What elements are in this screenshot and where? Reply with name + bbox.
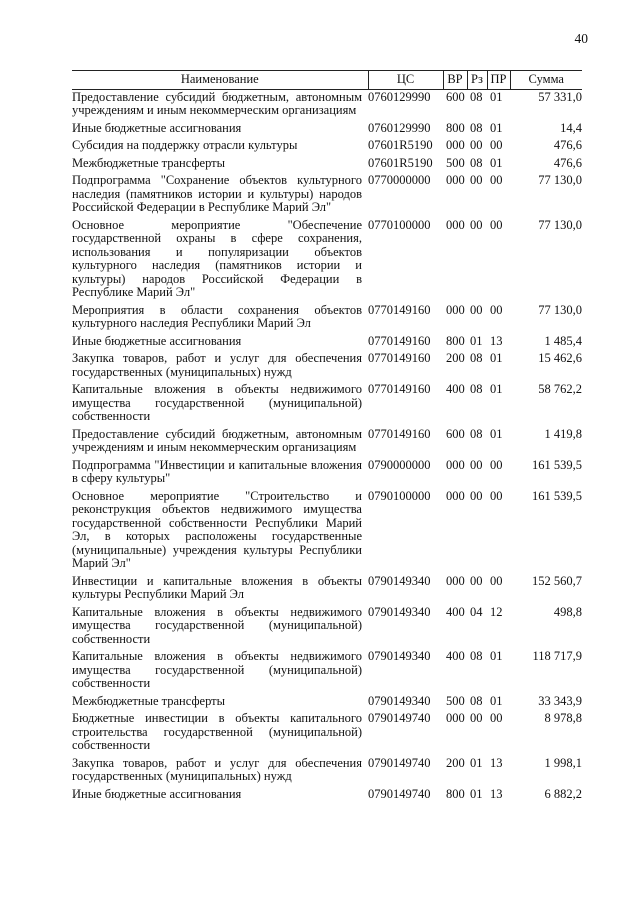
cell-cs: 0770149160 <box>368 351 431 365</box>
cell-rz: 08 <box>470 693 483 708</box>
cell-rz: 00 <box>470 711 483 725</box>
cell-cs: 0790149740 <box>368 711 431 725</box>
cell-pr: 00 <box>490 457 503 472</box>
cell-rz: 00 <box>470 488 483 503</box>
cell-sum: 1 485,4 <box>544 333 582 348</box>
table-row <box>72 215 582 300</box>
table-header <box>72 71 582 90</box>
cell-cs: 0770000000 <box>368 173 431 187</box>
cell-vr: 000 <box>446 217 465 232</box>
cell-vr: 200 <box>446 755 465 770</box>
cell-cs: 0790000000 <box>368 457 431 472</box>
cell-name: Основное мероприятие "Обеспечение государственной охраны в сфере сохранения, использования и популяризации объектов культурного наследия (памятников истории и культуры) народов Российской Федерации в Республике Марий Эл" <box>72 217 362 299</box>
cell-pr: 13 <box>490 786 503 801</box>
cell-pr: 00 <box>490 711 503 725</box>
cell-name: Иные бюджетные ассигнования <box>72 333 242 348</box>
cell-vr: 800 <box>446 120 465 135</box>
table-row <box>72 170 582 215</box>
cell-rz: 00 <box>470 457 483 472</box>
header-vr: ВР <box>443 71 467 90</box>
cell-rz: 01 <box>470 333 483 348</box>
cell-pr: 00 <box>490 573 503 588</box>
table-row <box>72 708 582 753</box>
cell-pr: 00 <box>490 217 503 232</box>
cell-name: Межбюджетные трансферты <box>72 155 226 170</box>
cell-cs: 0770149160 <box>368 382 431 396</box>
cell-cs: 0760129990 <box>368 120 431 135</box>
cell-sum: 77 130,0 <box>538 302 582 317</box>
header-rz: Рз <box>467 71 487 90</box>
cell-pr: 01 <box>490 120 503 135</box>
header-pr: ПР <box>487 71 510 90</box>
cell-name: Капитальные вложения в объекты недвижимого имущества государственной (муниципальной) собственности <box>72 382 362 423</box>
cell-rz: 00 <box>470 217 483 232</box>
cell-rz: 08 <box>470 351 483 365</box>
header-name: Наименование <box>72 71 368 90</box>
cell-name: Межбюджетные трансферты <box>72 693 226 708</box>
cell-cs: 0790149740 <box>368 786 431 801</box>
cell-cs: 0790149740 <box>368 755 431 770</box>
table-row <box>72 89 582 118</box>
table-row <box>72 455 582 486</box>
cell-vr: 400 <box>446 382 465 396</box>
cell-vr: 400 <box>446 604 465 619</box>
cell-rz: 01 <box>470 755 483 770</box>
cell-name: Мероприятия в области сохранения объектов культурного наследия Республики Марий Эл <box>72 302 362 330</box>
cell-name: Предоставление субсидий бюджетным, автономным учреждениям и иным некоммерческим организациям <box>72 89 362 117</box>
cell-pr: 01 <box>490 155 503 170</box>
cell-sum: 476,6 <box>553 155 582 170</box>
cell-name: Иные бюджетные ассигнования <box>72 120 242 135</box>
cell-vr: 800 <box>446 333 465 348</box>
cell-cs: 0770149160 <box>368 333 431 348</box>
cell-vr: 400 <box>446 649 465 663</box>
cell-name: Основное мероприятие "Строительство и реконструкция объектов недвижимого имущества государственной собственности Республики Марий Эл, в которых расположены государственные (муниципальные) учреждения культуры Республики Марий Эл" <box>72 488 362 570</box>
cell-name: Закупка товаров, работ и услуг для обеспечения государственных (муниципальных) нужд <box>72 755 362 783</box>
cell-vr: 000 <box>446 457 465 472</box>
table-row <box>72 646 582 691</box>
cell-sum: 58 762,2 <box>538 382 582 396</box>
table-row <box>72 486 582 571</box>
cell-name: Иные бюджетные ассигнования <box>72 786 242 801</box>
cell-cs: 0770149160 <box>368 302 431 317</box>
table-body <box>72 89 582 801</box>
cell-name: Капитальные вложения в объекты недвижимого имущества государственной (муниципальной) собственности <box>72 604 362 646</box>
cell-rz: 00 <box>470 302 483 317</box>
cell-rz: 08 <box>470 649 483 663</box>
cell-pr: 00 <box>490 138 503 152</box>
cell-pr: 00 <box>490 488 503 503</box>
cell-cs: 0790100000 <box>368 488 431 503</box>
cell-cs: 0790149340 <box>368 573 431 588</box>
cell-vr: 000 <box>446 573 465 588</box>
cell-pr: 01 <box>490 649 503 663</box>
cell-cs: 07601R5190 <box>368 155 433 170</box>
table-row <box>72 602 582 647</box>
table-row <box>72 691 582 709</box>
cell-vr: 000 <box>446 302 465 317</box>
table-row <box>72 753 582 784</box>
cell-sum: 6 882,2 <box>544 786 582 801</box>
page-number: 40 <box>574 31 588 46</box>
cell-sum: 14,4 <box>560 120 582 135</box>
table-row <box>72 571 582 602</box>
cell-pr: 01 <box>490 693 503 708</box>
cell-sum: 1 419,8 <box>544 426 582 441</box>
cell-name: Бюджетные инвестиции в объекты капитального строительства государственной (муниципальной) собственности <box>72 711 362 752</box>
cell-name: Закупка товаров, работ и услуг для обеспечения государственных (муниципальных) нужд <box>72 351 362 379</box>
cell-vr: 200 <box>446 351 465 365</box>
cell-sum: 476,6 <box>553 138 582 152</box>
cell-sum: 77 130,0 <box>538 217 582 232</box>
cell-name: Капитальные вложения в объекты недвижимого имущества государственной (муниципальной) собственности <box>72 649 362 690</box>
table-row <box>72 135 582 153</box>
table-row <box>72 424 582 455</box>
cell-cs: 0770149160 <box>368 426 431 441</box>
cell-pr: 01 <box>490 351 503 365</box>
cell-pr: 01 <box>490 426 503 441</box>
cell-pr: 01 <box>490 382 503 396</box>
cell-rz: 08 <box>470 89 483 104</box>
cell-pr: 13 <box>490 333 503 348</box>
cell-vr: 600 <box>446 89 465 104</box>
cell-sum: 152 560,7 <box>532 573 582 588</box>
cell-vr: 000 <box>446 138 465 152</box>
cell-rz: 08 <box>470 382 483 396</box>
cell-sum: 15 462,6 <box>538 351 582 365</box>
cell-pr: 01 <box>490 89 503 104</box>
cell-rz: 00 <box>470 173 483 187</box>
cell-sum: 33 343,9 <box>538 693 582 708</box>
cell-rz: 01 <box>470 786 483 801</box>
cell-rz: 08 <box>470 426 483 441</box>
table-row <box>72 300 582 331</box>
cell-cs: 07601R5190 <box>368 138 433 152</box>
table-row <box>72 784 582 802</box>
cell-cs: 0790149340 <box>368 604 431 619</box>
cell-rz: 08 <box>470 120 483 135</box>
cell-cs: 0760129990 <box>368 89 431 104</box>
cell-pr: 00 <box>490 302 503 317</box>
cell-name: Инвестиции и капитальные вложения в объекты культуры Республики Марий Эл <box>72 573 362 601</box>
cell-vr: 000 <box>446 711 465 725</box>
cell-vr: 000 <box>446 488 465 503</box>
cell-sum: 77 130,0 <box>538 173 582 187</box>
cell-vr: 600 <box>446 426 465 441</box>
cell-name: Подпрограмма "Сохранение объектов культурного наследия (памятников истории и культуры) народов Российской Федерации в Республике Марий Эл" <box>72 173 362 214</box>
cell-sum: 161 539,5 <box>532 488 582 503</box>
cell-sum: 118 717,9 <box>532 649 582 663</box>
cell-pr: 13 <box>490 755 503 770</box>
table-row <box>72 379 582 424</box>
cell-name: Предоставление субсидий бюджетным, автономным учреждениям и иным некоммерческим организациям <box>72 426 362 454</box>
table-row <box>72 348 582 379</box>
cell-name: Субсидия на поддержку отрасли культуры <box>72 138 298 152</box>
header-cs: ЦС <box>368 71 443 90</box>
cell-sum: 8 978,8 <box>544 711 582 725</box>
cell-vr: 500 <box>446 155 465 170</box>
table-row <box>72 153 582 171</box>
cell-cs: 0790149340 <box>368 649 431 663</box>
table-row <box>72 118 582 136</box>
budget-table <box>72 70 582 801</box>
cell-sum: 498,8 <box>553 604 582 619</box>
cell-sum: 161 539,5 <box>532 457 582 472</box>
cell-rz: 08 <box>470 155 483 170</box>
cell-vr: 800 <box>446 786 465 801</box>
cell-rz: 00 <box>470 138 483 152</box>
cell-cs: 0790149340 <box>368 693 431 708</box>
cell-sum: 57 331,0 <box>538 89 582 104</box>
cell-rz: 04 <box>470 604 483 619</box>
cell-vr: 500 <box>446 693 465 708</box>
cell-vr: 000 <box>446 173 465 187</box>
cell-pr: 12 <box>490 604 503 619</box>
header-sum: Сумма <box>510 71 582 90</box>
cell-sum: 1 998,1 <box>544 755 582 770</box>
cell-rz: 00 <box>470 573 483 588</box>
cell-cs: 0770100000 <box>368 217 431 232</box>
cell-pr: 00 <box>490 173 503 187</box>
table-row <box>72 331 582 349</box>
cell-name: Подпрограмма "Инвестиции и капитальные вложения в сферу культуры" <box>72 457 362 485</box>
